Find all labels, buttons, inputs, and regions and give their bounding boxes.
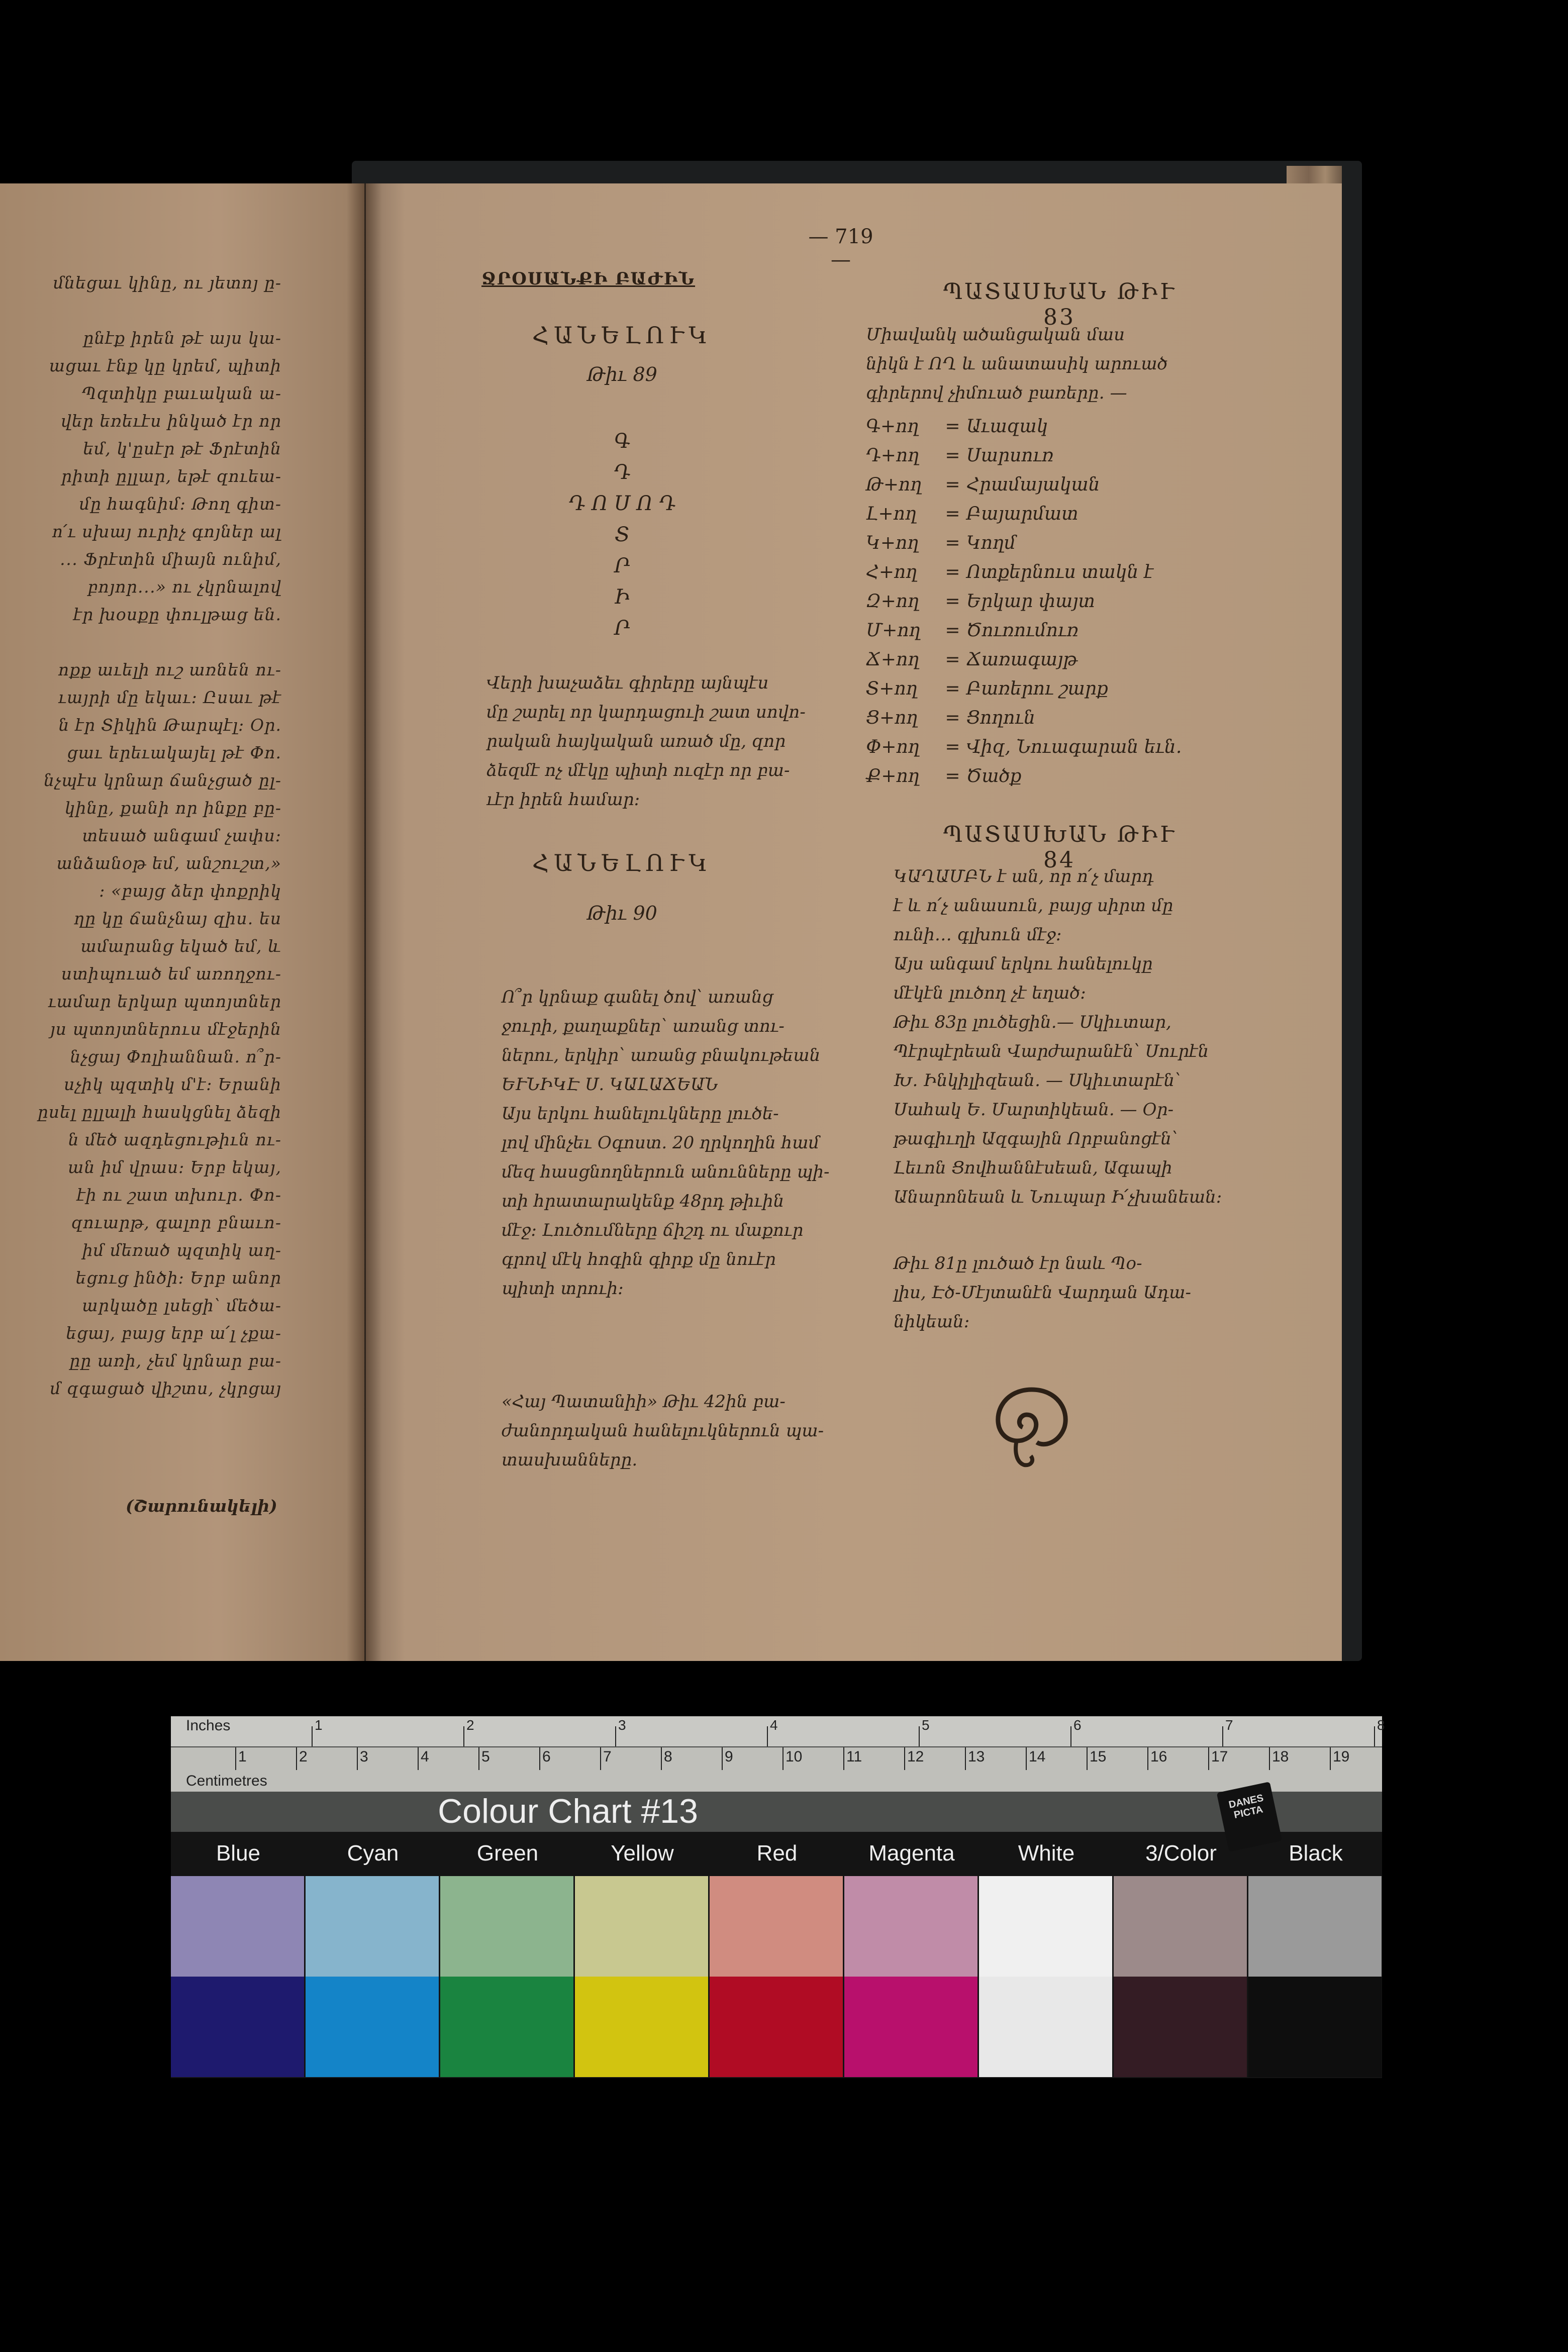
answer-row	[866, 704, 1182, 733]
text-line: եցուց ինծի։ Երբ անոր	[75, 1268, 281, 1288]
answer-value: Երկար փայտ	[966, 591, 1095, 612]
text-line: ջուրի, քաղաքներ՝ առանց տու-	[502, 1016, 785, 1036]
text-line: Պզտիկը բաւական ա-	[81, 383, 281, 403]
answer-value: Բայարմատ	[966, 504, 1079, 524]
swatch-label: Yellow	[611, 1841, 674, 1866]
cm-tick	[722, 1747, 723, 1770]
centimetre-scale	[171, 1747, 1382, 1792]
text-line: ըը առի, չեմ կրնար բա-	[69, 1351, 281, 1370]
text-line: ընէք իրեն թէ այս կա-	[83, 328, 281, 348]
answer-83-title-text: ՊԱՏԱՍԽԱՆ ԹԻՒ	[943, 279, 1176, 305]
text-line: Թիւ 83ը լուծեցին․— Սկիւտար,	[894, 1012, 1171, 1032]
answer-key: Ճ+ող	[866, 649, 920, 670]
cm-tick-label: 1	[238, 1748, 247, 1765]
answers-note	[502, 1387, 824, 1475]
text-line: Անարոնեան և Նուպար Ի՛չխանեան։	[894, 1187, 1222, 1207]
colour-swatch	[1248, 1977, 1382, 2077]
text-line: ն էր Տիկին Թարպէլ։ Օր.	[58, 715, 281, 735]
equals-sign: =	[945, 416, 960, 437]
cm-tick-label: 12	[907, 1748, 924, 1765]
cm-tick	[904, 1747, 905, 1770]
answer-row	[866, 441, 1182, 470]
cm-tick	[843, 1747, 844, 1770]
answer-84-title-text: ՊԱՏԱՍԽԱՆ ԹԻՒ	[943, 822, 1176, 847]
text-line: պիտի տրուի։	[502, 1279, 624, 1299]
text-line: Վերի խաչաձեւ գիրերը այնպէս	[486, 673, 769, 693]
cm-tick-label: 7	[603, 1748, 612, 1765]
text-line: ան իմ վրաս։ Երբ եկայ,	[68, 1157, 281, 1177]
cm-tick	[1269, 1747, 1270, 1770]
text-line: եցայ, բայց երբ ա՛լ չքա-	[66, 1323, 281, 1343]
text-line: մեզ հասցնողներուն անունները պի-	[502, 1162, 830, 1182]
text-line: ըսել ըլլալի հասկցնել ձեզի	[37, 1102, 281, 1122]
text-line: մը շարել որ կարդացուի շատ սովո-	[486, 702, 806, 722]
inch-tick-label: 2	[466, 1717, 474, 1733]
colour-swatch	[1248, 1876, 1382, 1977]
cm-tick	[661, 1747, 662, 1770]
inch-tick	[463, 1726, 464, 1746]
text-line: մ զգացած վիշտս, չկրցայ	[50, 1379, 281, 1398]
inch-tick-label: 3	[618, 1717, 626, 1733]
colour-swatch	[844, 1876, 977, 1977]
answer-84-title-number: 84	[1043, 847, 1075, 873]
text-line: ւէր իրեն համար։	[486, 790, 640, 810]
text-line: նիկն է ՈՂ և անատասիկ արուած	[866, 354, 1168, 374]
text-line: Այս երկու հանելուկները լուծե-	[502, 1104, 779, 1124]
inch-tick-label: 6	[1073, 1717, 1082, 1733]
colour-swatch	[979, 1977, 1112, 2077]
colour-swatch	[306, 1876, 439, 1977]
answer-key: Զ+ող	[866, 591, 920, 612]
inch-tick-label: 4	[770, 1717, 778, 1733]
swatch-label: Black	[1289, 1841, 1343, 1866]
cm-tick	[1330, 1747, 1331, 1770]
colour-swatch	[575, 1977, 708, 2077]
inch-scale	[171, 1716, 1385, 1746]
answer-key: Տ+ող	[866, 678, 918, 699]
equals-sign: =	[945, 445, 960, 466]
cm-tick-label: 19	[1333, 1748, 1350, 1765]
equals-sign: =	[945, 678, 960, 699]
ornament-icon	[987, 1380, 1077, 1475]
cm-tick-label: 9	[725, 1748, 733, 1765]
equals-sign: =	[945, 649, 960, 670]
text-line: մը հագնիմ։ Թող գիտ-	[79, 494, 281, 514]
page-number: — 719 —	[808, 225, 873, 271]
text-line: յս պտոյտներուս մէջերին	[50, 1019, 281, 1039]
text-line: Թիւ 81ը լուծած էր նաև Պօ-	[894, 1253, 1142, 1273]
cm-tick-label: 13	[968, 1748, 985, 1765]
equals-sign: =	[945, 708, 960, 728]
text-line: էի ու շատ տխուր․ Փո-	[76, 1185, 281, 1205]
book-gutter	[347, 183, 382, 1661]
inch-tick	[1222, 1726, 1223, 1746]
text-line: Ո՞ր կրնաք գանել ծով՝ առանց	[502, 987, 773, 1007]
cm-tick-label: 8	[664, 1748, 672, 1765]
inches-label: Inches	[186, 1717, 231, 1734]
answer-83-title-number: 83	[1043, 305, 1075, 330]
cm-tick-label: 15	[1090, 1748, 1107, 1765]
equals-sign: =	[945, 504, 960, 524]
text-line: թագիւղի Ազգային Որբանոցէն՝	[894, 1129, 1178, 1149]
text-line: գիրերով չիմուած բառերը․ —	[866, 383, 1127, 403]
inch-tick	[767, 1726, 768, 1746]
colour-swatch	[171, 1977, 304, 2077]
cm-tick-label: 4	[421, 1748, 429, 1765]
cm-tick	[418, 1747, 419, 1770]
answer-row	[866, 558, 1182, 587]
swatch-label: Green	[476, 1841, 539, 1866]
text-line: Պէրպէրեան Վարժարանէն՝ Սուրէն	[894, 1041, 1209, 1061]
grid-letter-row: Դ Ո Ս Ո Դ	[568, 492, 676, 515]
text-line	[0, 628, 281, 656]
equals-sign: =	[945, 737, 960, 757]
answer-row	[866, 674, 1182, 704]
answer-row	[866, 412, 1182, 441]
grid-letter-row: Ր	[614, 554, 630, 577]
cm-tick-label: 16	[1150, 1748, 1167, 1765]
cm-tick	[965, 1747, 966, 1770]
swatch-labels	[171, 1841, 1382, 1871]
puzzle-90-title: ՀԱՆԵԼՈՒԿ	[532, 849, 713, 876]
text-line: ։ «բայց ձեր փոքրիկ	[99, 881, 281, 901]
swatch-row-light	[171, 1876, 1382, 1977]
text-line: «Հայ Պատանիի» Թիւ 42ին բա-	[502, 1392, 786, 1412]
answer-row	[866, 733, 1182, 762]
text-line: բոյոր․․․» ու չկրնալով	[87, 577, 281, 597]
text-line: ո՛ւ սխայ ուրիչ գոյներ ալ	[52, 522, 281, 541]
cm-tick-label: 3	[360, 1748, 368, 1765]
text-line: նիկեան։	[894, 1312, 970, 1332]
text-line: Այս անգամ երկու հանելուկը	[894, 954, 1153, 974]
left-page	[0, 183, 364, 1661]
text-line: իմ մեռած պզտիկ աղ-	[82, 1240, 281, 1260]
answer-value: Ճառագայթ	[966, 649, 1077, 670]
cm-tick-label: 5	[481, 1748, 490, 1765]
text-line: մէկէն լուծող չէ եղած։	[894, 983, 1086, 1003]
puzzle-89-number: Թիւ 89	[587, 363, 657, 385]
equals-sign: =	[945, 766, 960, 787]
cm-tick	[478, 1747, 479, 1770]
left-page-text	[0, 269, 281, 1402]
text-line: է և ո՛չ անասուն, բայց սիրտ մը	[894, 896, 1173, 916]
swatch-label: White	[1018, 1841, 1075, 1866]
answer-84-note	[894, 1249, 1191, 1336]
text-line: զուարթ, գալոր բնաւո-	[71, 1213, 281, 1232]
inch-tick-label: 1	[315, 1717, 323, 1733]
text-line: ւայրի մը եկաւ։ Ըսաւ թէ	[58, 688, 281, 707]
cm-tick	[235, 1747, 236, 1770]
colour-swatch	[1114, 1977, 1247, 2077]
colour-chart	[171, 1716, 1385, 2078]
text-line: ոքք աւելի ուշ առնեն ու-	[58, 660, 281, 679]
equals-sign: =	[945, 562, 960, 582]
section-heading: ՋՐՕՍԱՆՔԻ ԲԱԺԻՆ	[481, 269, 696, 289]
text-line: ժանորդական հանելուկներուն պա-	[502, 1421, 824, 1441]
text-line: ցաւ երեւակայել թէ Փո.	[67, 743, 281, 762]
answer-key: Կ+ող	[866, 533, 919, 553]
answer-row	[866, 470, 1182, 500]
text-line: րական հայկական առած մը, զոր	[486, 731, 786, 751]
text-line: վեր եռեւէս ինկած էր որ	[61, 411, 281, 431]
text-line: ԵՒՆԻԿԷ Ս. ԿԱԼԱՃԵԱՆ	[502, 1074, 718, 1095]
colour-swatch	[575, 1876, 708, 1977]
text-line: ունի․․․ գլխուն մէջ։	[894, 925, 1062, 945]
answer-value: Ոտքերնուս տակն է	[966, 562, 1154, 582]
answer-84-text	[894, 862, 1222, 1212]
inch-tick	[1374, 1726, 1375, 1746]
text-line: եմ, կ'ըսէր թէ Ֆրէտին	[83, 439, 281, 458]
colour-swatch	[440, 1977, 573, 2077]
text-line: ղը կը ճանչնայ զիս․ ես	[74, 909, 281, 928]
text-line: Խ․ Ինկիլիզեան․ — Սկիւտարէն՝	[894, 1070, 1181, 1091]
text-line: ներու, երկիր՝ առանց բնակութեան	[502, 1045, 821, 1065]
answer-key: Փ+ող	[866, 737, 920, 757]
text-line: սչիկ պզտիկ մ'է։ Երանի	[64, 1074, 281, 1094]
text-line: նչպէս կրնար ճանչցած ըլ-	[43, 770, 281, 790]
answer-row	[866, 616, 1182, 645]
centimetres-label: Centimetres	[186, 1773, 267, 1789]
swatch-label: 3/Color	[1145, 1841, 1217, 1866]
grid-letter-row: Ի	[614, 585, 630, 609]
colour-swatch	[710, 1876, 843, 1977]
answer-value: Սարսուռ	[966, 445, 1054, 466]
colour-swatch	[440, 1876, 573, 1977]
answer-row	[866, 762, 1182, 791]
answer-key: Թ+ող	[866, 474, 922, 495]
continued-caption: (Շարունակելի)	[126, 1496, 277, 1516]
swatch-label: Magenta	[868, 1841, 955, 1866]
text-line: րիտի ըլլար, եթէ զուեա-	[61, 466, 281, 486]
inch-tick-label: 8	[1377, 1717, 1385, 1733]
text-line: նչցայ Փոլիաննան. ո՞ր-	[70, 1047, 281, 1066]
text-line: տի հրատարակենք 48րդ թիւին	[502, 1191, 785, 1211]
puzzle-89-text	[486, 668, 806, 814]
puzzle-89-title: ՀԱՆԵԼՈՒԿ	[532, 322, 713, 349]
text-line: մնեցաւ կինը, ու յետոյ ը-	[53, 273, 281, 292]
puzzle-90-number: Թիւ 90	[587, 902, 657, 924]
cm-tick	[1147, 1747, 1148, 1770]
text-line: արկածը լսեցի՝ մեծա-	[82, 1296, 281, 1315]
cm-tick-label: 2	[299, 1748, 308, 1765]
grid-letter-row: Տ	[615, 523, 630, 546]
cm-tick	[1026, 1747, 1027, 1770]
text-line: ացաւ էնք կը կրեմ, պիտի	[49, 356, 281, 375]
answer-key: Ց+ող	[866, 708, 918, 728]
cm-tick	[296, 1747, 297, 1770]
text-line: լով մինչեւ Օգոստ. 20 ղրկողին համ	[502, 1133, 820, 1153]
text-line: ԿԱՂԱՄԲՆ է ան, որ ո՛չ մարդ	[894, 866, 1154, 887]
text-line: լիս, Էծ-Մէյտանէն Վարդան Ադա-	[894, 1283, 1191, 1303]
inch-tick	[1070, 1726, 1071, 1746]
text-line: էր խօսքը փուլթաց են.	[73, 605, 281, 624]
equals-sign: =	[945, 474, 960, 495]
cm-tick-label: 17	[1211, 1748, 1228, 1765]
inch-tick-label: 7	[1225, 1717, 1233, 1733]
cm-tick	[357, 1747, 358, 1770]
inch-tick	[919, 1726, 920, 1746]
inch-tick	[615, 1726, 616, 1746]
swatch-label: Red	[756, 1841, 798, 1866]
colour-swatch	[979, 1876, 1112, 1977]
answer-value: Հրամայական	[966, 474, 1100, 495]
cm-tick-label: 14	[1029, 1748, 1046, 1765]
text-line: Սահակ Ե. Մարտիկեան. — Օր-	[894, 1100, 1174, 1120]
grid-letter-row: Դ	[614, 461, 631, 484]
answer-key: Գ+ող	[866, 416, 919, 437]
text-line	[0, 297, 281, 324]
answer-83-intro	[866, 320, 1167, 408]
text-line: ամարանց եկած եմ, և	[80, 936, 281, 956]
answer-key: Մ+ող	[866, 620, 921, 641]
colour-swatch	[710, 1977, 843, 2077]
answer-value: Կողմ	[966, 533, 1016, 553]
inch-tick-label: 5	[922, 1717, 930, 1733]
right-page	[366, 183, 1342, 1661]
answer-row	[866, 645, 1182, 674]
cm-tick	[782, 1747, 783, 1770]
colour-swatch	[171, 1876, 304, 1977]
answer-value: Ծուռումուռ	[966, 620, 1079, 641]
answer-row	[866, 587, 1182, 616]
text-line: ․․․ Ֆրէտին միայն ունիմ,	[59, 549, 281, 569]
answer-value: Ծածք	[966, 766, 1022, 787]
answer-key: Լ+ող	[866, 504, 917, 524]
text-line: կինը, քանի որ ինքը բը-	[64, 798, 281, 818]
colour-swatch	[1114, 1876, 1247, 1977]
cm-tick	[600, 1747, 601, 1770]
text-line: գրով մէկ հոգին գիրք մը նուէր	[502, 1249, 776, 1269]
cm-tick-label: 6	[542, 1748, 551, 1765]
colour-swatch	[844, 1977, 977, 2077]
text-line: Լեւոն Ցովհաննէսեան, Ագապի	[894, 1158, 1172, 1178]
grid-letter-row: Գ	[614, 430, 631, 453]
answer-value: Ցողուն	[966, 708, 1035, 728]
colour-swatch	[306, 1977, 439, 2077]
answer-83-list	[866, 412, 1182, 791]
grid-letter-row: Ր	[614, 617, 630, 640]
brand-logo: DANES PICTA	[1217, 1782, 1283, 1852]
text-line: անձանօթ եմ, անշուշտ,»	[56, 853, 281, 873]
answer-row	[866, 529, 1182, 558]
equals-sign: =	[945, 533, 960, 553]
swatch-row-dark	[171, 1977, 1382, 2077]
cm-tick-label: 18	[1272, 1748, 1289, 1765]
cm-tick-label: 11	[846, 1748, 862, 1765]
puzzle-90-text	[502, 983, 829, 1303]
text-line: տեսած անգամ չափս։	[82, 826, 281, 845]
answer-value: Բառերու շարք	[966, 678, 1108, 699]
text-line: Միավանկ ածանցական մաս	[866, 325, 1125, 345]
cm-tick	[1208, 1747, 1209, 1770]
answer-key: Դ+ող	[866, 445, 920, 466]
cm-tick	[1087, 1747, 1088, 1770]
text-line: ն մեծ ազդեցութիւն ու-	[68, 1130, 281, 1149]
text-line: ստիպուած եմ առողջու-	[61, 964, 281, 984]
text-line: տասխանները․	[502, 1450, 638, 1470]
colour-chart-title: Colour Chart #13	[438, 1792, 698, 1830]
cm-tick	[539, 1747, 540, 1770]
answer-row	[866, 500, 1182, 529]
equals-sign: =	[945, 620, 960, 641]
text-line: մէջ։ Լուծումները ճիշդ ու մաքուր	[502, 1220, 804, 1240]
cm-tick-label: 10	[786, 1748, 803, 1765]
answer-value: Վիզ, Նուագարան եւն․	[966, 737, 1182, 757]
swatch-label: Cyan	[347, 1841, 399, 1866]
equals-sign: =	[945, 591, 960, 612]
answer-key: Ք+ող	[866, 766, 920, 787]
answer-value: Աւազակ	[966, 416, 1048, 437]
inch-tick	[312, 1726, 313, 1746]
text-line: ւամար երկար պտոյտներ	[48, 992, 281, 1011]
text-line: ձեզմէ ոչ մէկը պիտի ուզէր որ բա-	[486, 760, 790, 780]
swatch-label: Blue	[216, 1841, 261, 1866]
answer-key: Հ+ող	[866, 562, 918, 582]
